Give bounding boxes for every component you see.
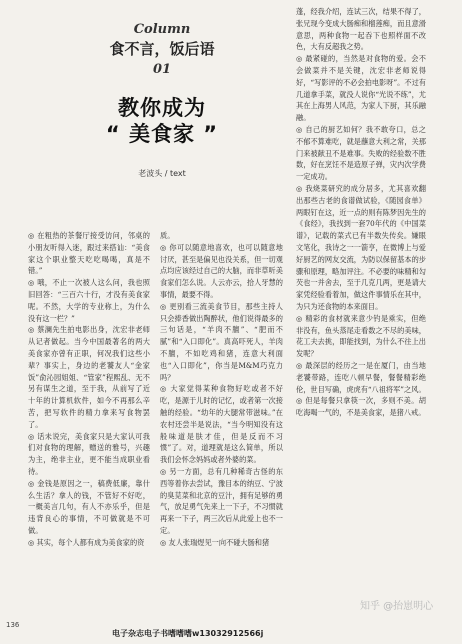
paragraph: ◎ 在粗热的茶餐厅接受访问，邻桌的小朋友听得入迷，跟过来搭讪：“美食家这个职业整天吃吃喝喝，真是不错。” [28, 231, 150, 276]
paragraph: ◎ 金钱是原因之一，稿费低廉，靠什么生活？拿人的钱，不管好不好吃，一概美言几句，有人不亦乐乎，但是违背良心的事情，不可做就是不可做。 [28, 478, 150, 535]
paragraph: ◎ 我烧菜研究的成分居多，尤其喜欢翻出那些古老的食谱做试验，《随园食单》两眼钉在这，近一点的则有陈梦因先生的《食经》，我找到一套70年代的《中国菜谱》，记载的菜式已有半数失传矣。嫌眼文笔化，我诗之一一箭亨，在微博上与爱好厨艺的网友交流，为防以保留基本的步骤和原理，略加评注。不必要的味精和勾芡也一并舍去，至于几克几两，更是请大家凭经验看着加，做这件事情乐在其中，为只为还食物的本来面目。 [296, 183, 426, 311]
text-column-2 [160, 230, 283, 549]
paragraph: ◎ 最深层的经历之一是在厦门，由当地老饕带路，连吃八顿早餐，餐餐精彩绝伦，世目写确，虎虎有“八祖将军”之风。 [296, 360, 426, 394]
paragraph: ◎ 但是每餐只拿筷一次，多则不美。胡吃海喝一气的，不是美食家，是猪八戒。 [296, 396, 426, 418]
paragraph: ◎ 大家觉得某种食物好吃或者不好吃，是源于儿时的记忆，或者第一次接触的经验。“幼年的大腿常带滋味。”在农村还尝半是说法，“当今明知没有这般味道是肤才佳，但是反而不习惯”了。对，道理就是这么简单，所以我们会怀念妈妈或者外婆的菜。 [160, 384, 283, 465]
paragraph: ◎ 自己的厨艺如何？我不敢夸口，总之不郁不算难吃，就是蘸意大利之常，关那门来被献丑不是难事。失败的经验数不胜数，好在烹饪不是造原子弹，灾内次学费一定成功。 [296, 124, 426, 182]
paragraph: ◎ 其实，每个人都有成为美食家的资 [28, 537, 145, 547]
headline-line-2: “ 美食家 ” [105, 122, 219, 146]
issue-number: 01 [152, 62, 172, 77]
paragraph: ◎ 蔡澜先生拍电影出身，沈宏非老师从记者做起。当今中国最著名的两大美食家亦曾有正职，何况我们这些小辈？事实上，身边的老饕友人“金家饭”俞沁园姐姐、“管家”程熙乱、无不另有谋生之道，至于我，从前写了近十年的计算机软件，如今不再那么辛苦，把写软件的精力拿来写食物罢了。 [28, 325, 150, 429]
paragraph: ◎ 你可以随意地喜欢，也可以随意地讨厌，甚至是偏见也没关系，但一切观点均应该经过自己的大脑，而非草听美食家们怎么说。人云亦云，拾人牙慧的事情，最要不得。 [160, 242, 283, 299]
column-label: Column [133, 22, 191, 37]
paragraph: ◎ 哦，不止一次被人这么问，我也照旧回答：“三百六十行，才没有美食家呢。不然，大学的专业称上，为什么没有这一栏？” [28, 278, 150, 323]
author-byline: 老波头 / text [138, 169, 186, 178]
paragraph: ◎ 另一方面，总有几种稀奇古怪的东西等着你去尝试，豫目本的纳豆、宁波的臭苋菜和北京的豆汁，拥有足够的勇气，放足勇气先来上一下子，不习惯就再来一下子，两三次后从此爱上也不一定。 [160, 466, 283, 535]
page-number: 136 [6, 621, 20, 629]
watermark [360, 597, 433, 612]
paragraph: ◎ 话未说完，美食家只是大家认可我们对食物的理解，赠送的雅号，兴趣为主，绝非主业，更不能当成职业看待。 [28, 431, 150, 476]
paragraph: 蓬，经我介绍，连试三次，结果不得了，张兄现今变成大肠痴和榴莲痴，而且意滑意思，两种食物一起吞下也照样面不改色，大有反超我之势。 [296, 7, 426, 52]
text-column-1 [28, 230, 150, 549]
text-column-3 [296, 6, 426, 419]
series-title: 食不言，饭后语 [109, 40, 215, 58]
headline-line-1: 教你成为 [118, 96, 206, 120]
paragraph: ◎ 最紧碰的，当然是对食物的爱。会不会做菜并不是关键，沈宏非老师说得好，“写影评的不必会拍电影呀”。不过有几道拿手菜，就没人说你“光说不练”，尤其在上海男人风范，为家人下厨，其乐融融。 [296, 54, 426, 123]
paragraph: ◎ 更别看三流美食节目，那些主持人只会捧香做出陶醉状，他们说得最多的三句话是，“羊肉不膻”、“肥而不腻”和“入口即化”。真高吓死人，羊肉不膻，不如吃鸡和猪，连意大利面也“入口即化”，你当是M&M巧克力吗？ [160, 301, 283, 382]
footer-text: 电子杂志电子书嗜嗜嗜w13032912566j [112, 629, 264, 638]
paragraph: ◎ 精彩的食材就来意少钓是乘实，但绝非没有，鱼头蒸尾走看数之不尽的美味，花工夫去挑，即能找到，为什么不往上出发呢？ [296, 313, 426, 359]
watermark-text: 知乎 @抬崽明心 [360, 601, 434, 612]
paragraph: ◎ 友人张瑞煜见一向不碰大肠和猪 [160, 537, 270, 547]
paragraph: 质。 [160, 231, 175, 240]
